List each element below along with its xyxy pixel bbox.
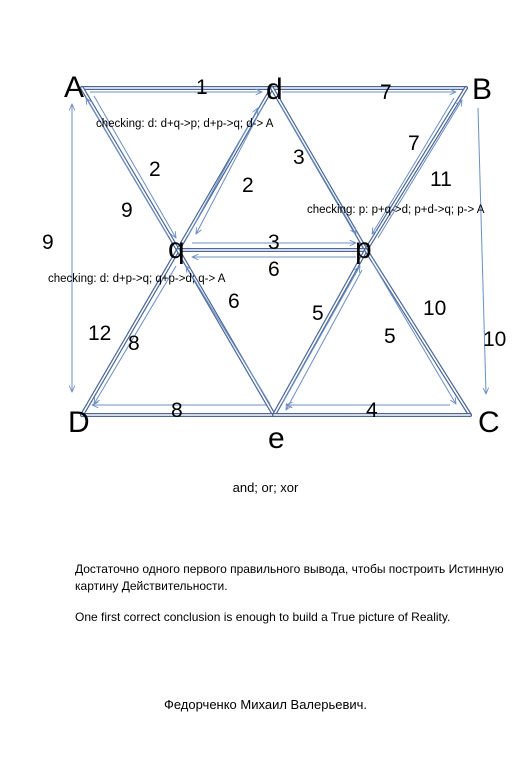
weight-q-D: 8	[128, 332, 140, 355]
weight-d-B: 7	[380, 81, 392, 104]
vertex-label-A: A	[64, 71, 85, 104]
arrow-p-e	[286, 270, 362, 410]
weight-p-q: 6	[268, 258, 280, 281]
vertex-label-d: d	[266, 73, 283, 106]
weight-q-p: 3	[268, 231, 280, 254]
weight-d-q: 2	[242, 174, 254, 197]
graph-labels	[42, 71, 506, 455]
weight-C-e: 4	[366, 399, 378, 422]
checking-note-p: checking: p: p+q->d; p+d->q; p-> A	[307, 204, 485, 216]
weight-A-D: 9	[42, 231, 54, 254]
weight-B-p: 7	[408, 132, 420, 155]
arrow-e-p	[282, 266, 360, 404]
edge-p-e-highlight	[274, 250, 366, 415]
english-statement: One first correct conclusion is enough to build a True picture of Reality.	[75, 610, 451, 624]
author-name: Федорченко Михаил Валерьевич.	[163, 697, 368, 712]
weight-A-d: 1	[196, 76, 208, 99]
weight-e-q: 6	[228, 290, 240, 313]
weight-A-q: 2	[149, 158, 161, 181]
edge-A-q-highlight	[82, 88, 178, 250]
operations-line: and; or; xor	[232, 480, 299, 495]
russian-statement: Достаточно одного первого правильного вывода, чтобы построить Истинную картину Действительности.	[75, 562, 504, 593]
weight-p-C: 10	[423, 297, 447, 320]
weight-e-p: 5	[312, 302, 324, 325]
vertex-label-B: B	[472, 73, 493, 106]
edge-d-p-highlight	[272, 88, 366, 250]
weight-q-A: 9	[121, 199, 133, 222]
edge-p-C-highlight	[366, 250, 470, 415]
weight-p-e: 5	[384, 325, 396, 348]
weight-e-D: 8	[171, 399, 183, 422]
vertex-label-C: C	[478, 406, 500, 439]
vertex-label-p: p	[355, 232, 372, 265]
weight-p-B: 11	[430, 168, 452, 191]
checking-note-q: checking: d: d+p->q; q+p->d; q-> A	[48, 273, 226, 285]
vertex-label-q: q	[168, 232, 185, 265]
checking-note-d: checking: d: d+q->p; d+p->q; d-> A	[96, 118, 274, 130]
weight-D-q: 12	[88, 322, 112, 345]
arrow-B-C	[478, 108, 486, 394]
weight-B-C: 10	[483, 328, 507, 351]
arrow-e-q	[186, 266, 270, 404]
vertex-label-e: e	[268, 422, 285, 455]
weight-d-p: 3	[293, 146, 305, 169]
vertex-label-D: D	[68, 406, 90, 439]
